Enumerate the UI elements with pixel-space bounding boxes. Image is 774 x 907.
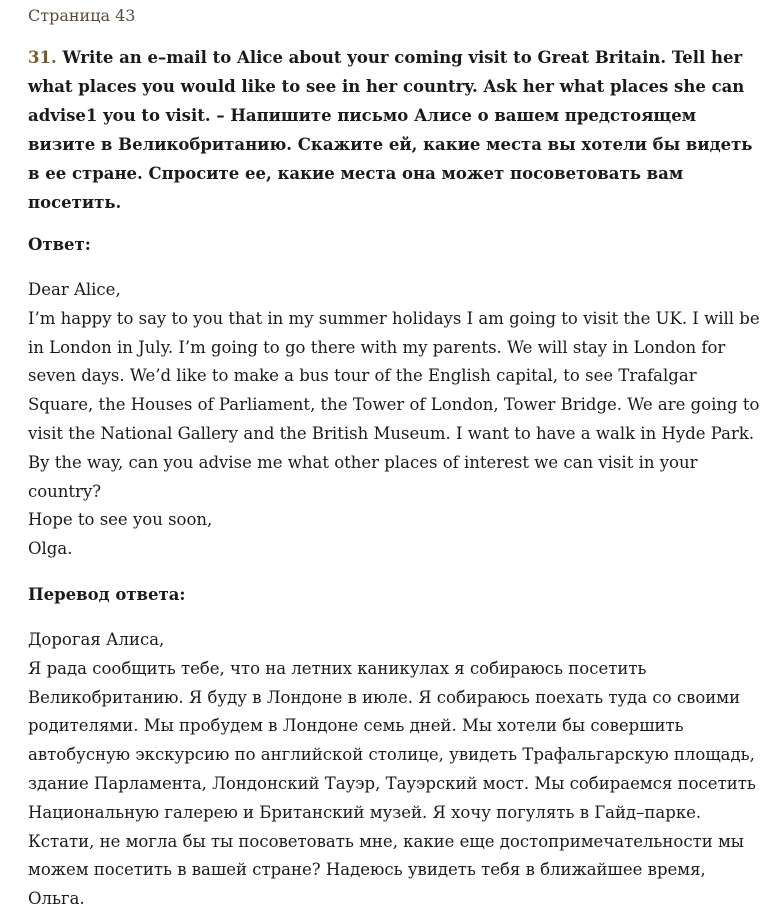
answer-heading: Ответ: bbox=[28, 235, 91, 254]
translation-signature: Ольга. bbox=[28, 889, 85, 907]
task-number: 31. bbox=[28, 48, 57, 67]
answer-greeting: Dear Alice, bbox=[28, 280, 121, 299]
task-statement bbox=[28, 43, 764, 217]
task-text: Write an e–mail to Alice about your coming visit to Great Britain. Tell her what places you would like to see in her country. Ask her what places she can advise1 you to visit. – Напишите письмо Алисе о вашем предстоящем визите в Великобританию. Скажите ей, какие места вы хотели бы видеть в ее стране. Спросите ее, какие места она может посоветовать вам посетить. bbox=[28, 48, 753, 212]
answer-letter bbox=[28, 276, 764, 564]
answer-body: I’m happy to say to you that in my summer holidays I am going to visit the UK. I will be in London in July. I’m going to go there with my parents. We will stay in London for seven days. We’d like to make a bus tour of the English capital, to see Trafalgar Square, the Houses of Parliament, the Tower of London, Tower Bridge. We are going to visit the National Gallery and the British Museum. I want to have a walk in Hyde Park. By the way, can you advise me what other places of interest we can visit in your country? bbox=[28, 308, 760, 501]
answer-closing: Hope to see you soon, bbox=[28, 510, 213, 530]
translation-greeting: Дорогая Алиса, bbox=[28, 629, 165, 649]
translation-letter bbox=[28, 626, 764, 907]
translation-heading: Перевод ответа: bbox=[28, 584, 186, 604]
answer-signature: Olga. bbox=[28, 539, 73, 559]
translation-body: Я рада сообщить тебе, что на летних каникулах я собираюсь посетить Великобританию. Я буду в Лондоне в июле. Я собираюсь поехать туда со своими родителями. Мы пробудем в Лондоне семь дней. Мы хотели бы совершить автобусную экскурсию по английской столице, увидеть Трафальгарскую площадь, здание Парламента, Лондонский Тауэр, Тауэрский мост. Мы собираемся посетить Национальную галерею и Британский музей. Я хочу погулять в Гайд–парке. Кстати, не могла бы ты посоветовать мне, какие еще достопримечательности мы можем посетить в вашей стране? Надеюсь увидеть тебя в ближайшее время, bbox=[28, 658, 756, 880]
page-number-label: Страница 43 bbox=[28, 6, 136, 25]
